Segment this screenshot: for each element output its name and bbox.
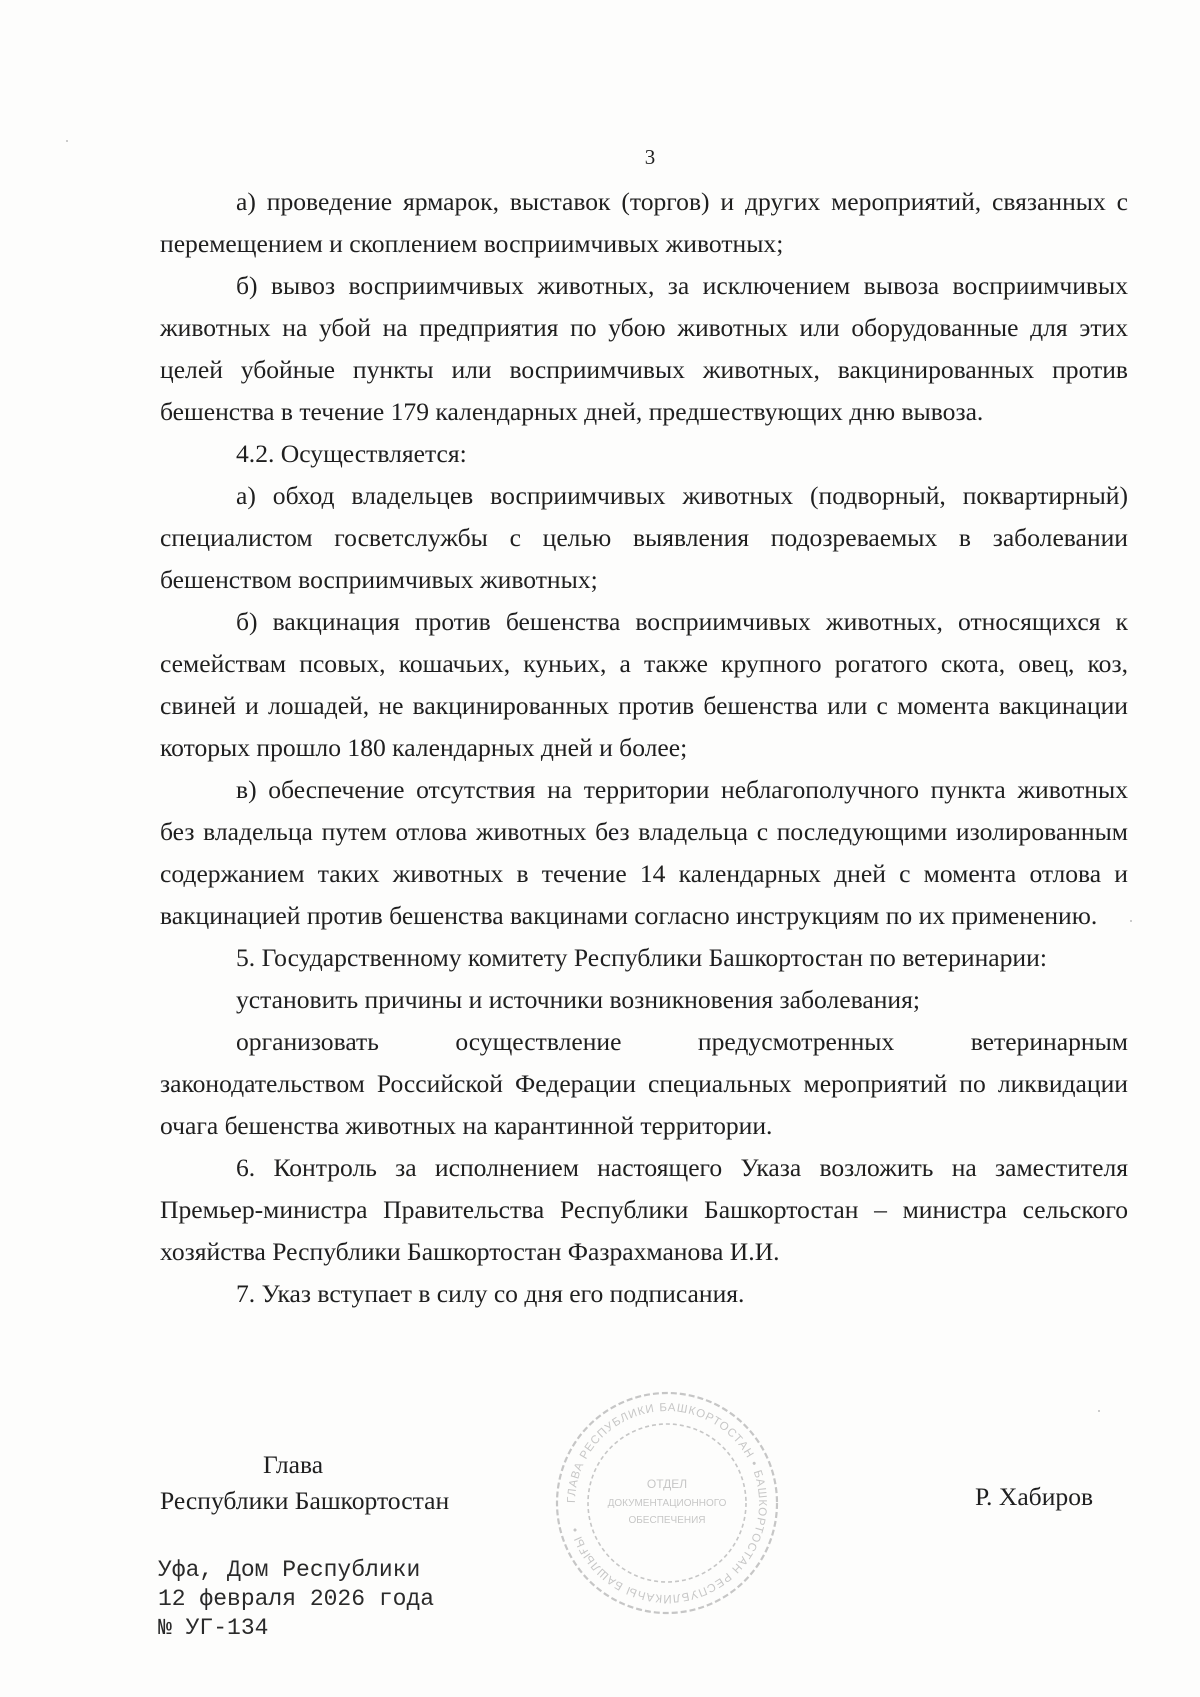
paragraph-7: 7. Указ вступает в силу со дня его подписания. xyxy=(236,1279,745,1308)
decree-body xyxy=(160,181,1128,1315)
decree-number: № УГ-134 xyxy=(158,1615,269,1641)
scan-speck xyxy=(1098,1410,1100,1412)
paragraph-4-1-a: а) проведение ярмарок, выставок (торгов) и других мероприятий, связанных с перемещением и скоплением восприимчивых животных; xyxy=(160,187,1128,258)
seal-center-line-3: ОБЕСПЕЧЕНИЯ xyxy=(628,1515,706,1526)
seal-center-line-1: ОТДЕЛ xyxy=(646,1477,688,1491)
signer-name: Р. Хабиров xyxy=(975,1482,1094,1511)
signature-organization: Республики Башкортостан xyxy=(160,1486,450,1515)
scan-speck xyxy=(66,140,68,142)
seal-center-line-2: ДОКУМЕНТАЦИОННОГО xyxy=(607,1498,727,1509)
issue-date: 12 февраля 2026 года xyxy=(158,1586,435,1612)
signature-block xyxy=(160,1447,520,1519)
paragraph-6: 6. Контроль за исполнением настоящего Указа возложить на заместителя Премьер-министра Правительства Республики Башкортостан – министра сельского хозяйства Республики Башкортостан Фазрахманова И.И. xyxy=(160,1153,1128,1266)
page-number: 3 xyxy=(644,145,656,169)
issue-place: Уфа, Дом Республики xyxy=(158,1557,421,1583)
paragraph-4-1-b: б) вывоз восприимчивых животных, за исключением вывоза восприимчивых животных на убой на предприятия по убою животных или оборудованные для этих целей убойные пункты или восприимчивых животных, вакцинированных против бешенства в течение 179 календарных дней, предшествующих дню вывоза. xyxy=(160,271,1128,426)
paragraph-5-establish: установить причины и источники возникновения заболевания; xyxy=(236,985,920,1014)
issue-details xyxy=(158,1556,434,1643)
paragraph-5: 5. Государственному комитету Республики Башкортостан по ветеринарии: xyxy=(236,943,1047,972)
paragraph-4-2-c: в) обеспечение отсутствия на территории неблагополучного пункта животных без владельца путем отлова животных без владельца с последующими изолированным содержанием таких животных в течение 14 календарных дней с момента отлова и вакцинацией против бешенства вакцинами согласно инструкциям по их применению. xyxy=(160,775,1128,930)
paragraph-4-2-heading: 4.2. Осуществляется: xyxy=(236,439,467,468)
official-seal xyxy=(552,1388,782,1618)
paragraph-4-2-b: б) вакцинация против бешенства восприимчивых животных, относящихся к семействам псовых, кошачьих, куньих, а также крупного рогатого скота, овец, коз, свиней и лошадей, не вакцинированных против бешенства или с момента вакцинации которых прошло 180 календарных дней и более; xyxy=(160,607,1128,762)
paragraph-5-organize: организовать осуществление предусмотренных ветеринарным законодательством Российской Федерации специальных мероприятий по ликвидации очага бешенства животных на карантинной территории. xyxy=(160,1027,1128,1140)
seal-ring-text: ГЛАВА РЕСПУБЛИКИ БАШКОРТОСТАН • БАШКОРТОСТАН РЕСПУБЛИКАҺЫ БАШЛЫҒЫ • xyxy=(565,1401,769,1605)
paragraph-4-2-a: а) обход владельцев восприимчивых животных (подворный, поквартирный) специалистом госветслужбы с целью выявления подозреваемых в заболевании бешенством восприимчивых животных; xyxy=(160,481,1128,594)
scan-speck xyxy=(1130,920,1132,922)
signature-title: Глава xyxy=(263,1450,324,1479)
